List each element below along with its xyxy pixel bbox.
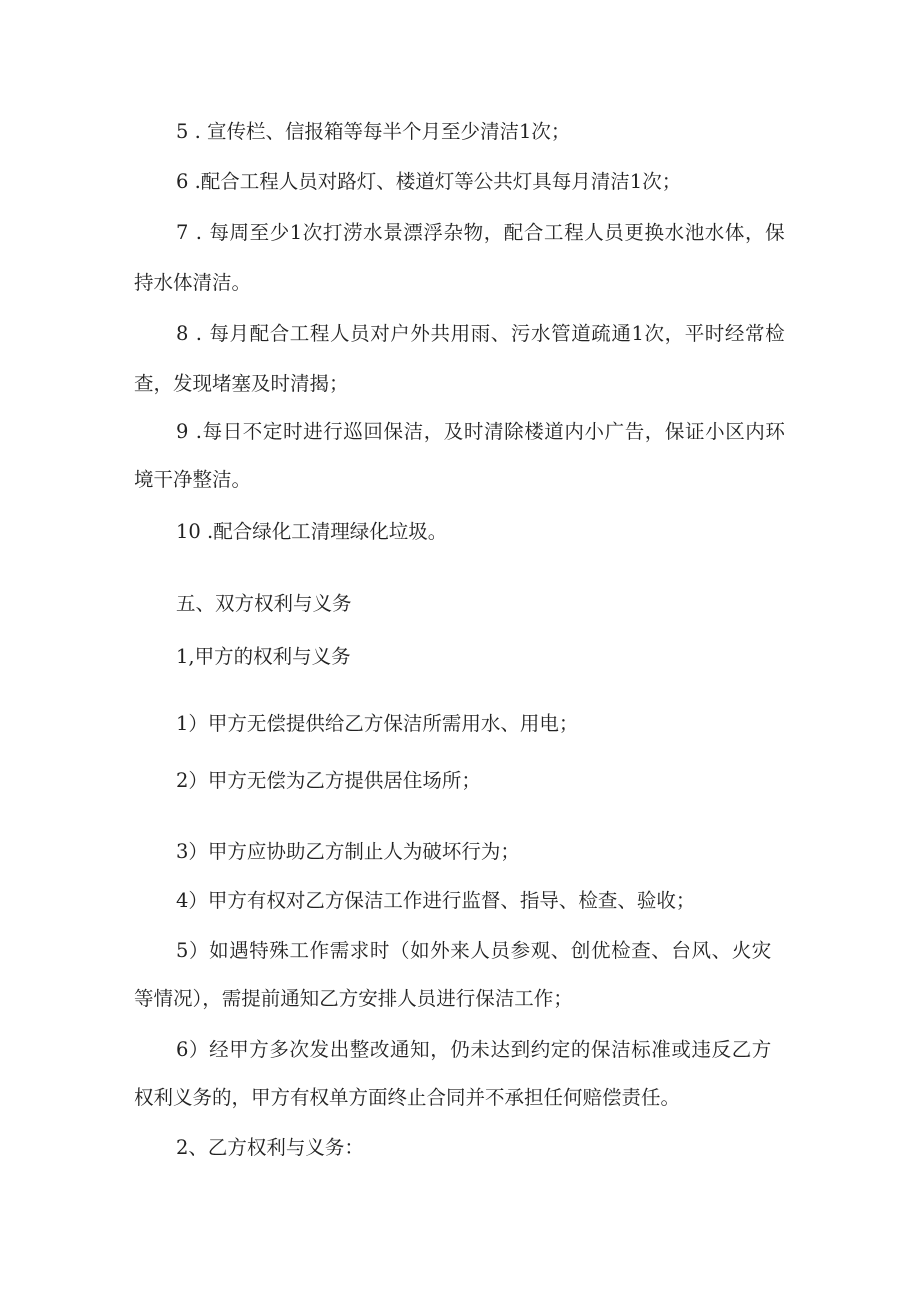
subsection-heading-party-a: 1,甲方的权利与义务 xyxy=(176,645,351,668)
subsection-heading-party-b: 2、乙方权利与义务： xyxy=(176,1136,364,1159)
clause-item-continuation: 等情况），需提前通知乙方安排人员进行保洁工作； xyxy=(134,987,573,1010)
list-item-continuation: 境干净整洁。 xyxy=(134,468,252,491)
list-item: 8 . 每月配合工程人员对户外共用雨、污水管道疏通1次，平时经常检 xyxy=(176,322,786,345)
list-item-continuation: 持水体清洁。 xyxy=(134,271,252,294)
list-item: 5 . 宣传栏、信报箱等每半个月至少清洁1次； xyxy=(176,120,571,143)
clause-item-continuation: 权利义务的，甲方有权单方面终止合同并不承担任何赔偿责任。 xyxy=(134,1086,681,1109)
clause-item: 6）经甲方多次发出整改通知，仍未达到约定的保洁标准或违反乙方 xyxy=(176,1038,772,1061)
clause-item: 1）甲方无偿提供给乙方保洁所需用水、用电； xyxy=(176,712,579,735)
list-item: 10 .配合绿化工清理绿化垃圾。 xyxy=(176,520,448,543)
clause-item: 5）如遇特殊工作需求时（如外来人员参观、创优检查、台风、火灾 xyxy=(176,939,772,962)
clause-item: 4）甲方有权对乙方保洁工作进行监督、指导、检查、验收； xyxy=(176,889,696,912)
clause-item: 3）甲方应协助乙方制止人为破坏行为； xyxy=(176,840,520,863)
section-heading: 五、双方权利与义务 xyxy=(176,592,352,615)
list-item: 6 .配合工程人员对路灯、楼道灯等公共灯具每月清洁1次； xyxy=(176,170,682,193)
list-item-continuation: 查，发现堵塞及时清揭； xyxy=(134,372,349,395)
list-item: 7 . 每周至少1次打涝水景漂浮杂物，配合工程人员更换水池水体，保 xyxy=(176,221,786,244)
list-item: 9 .每日不定时进行巡回保洁，及时清除楼道内小广告，保证小区内环 xyxy=(176,420,786,443)
clause-item: 2）甲方无偿为乙方提供居住场所； xyxy=(176,769,481,792)
